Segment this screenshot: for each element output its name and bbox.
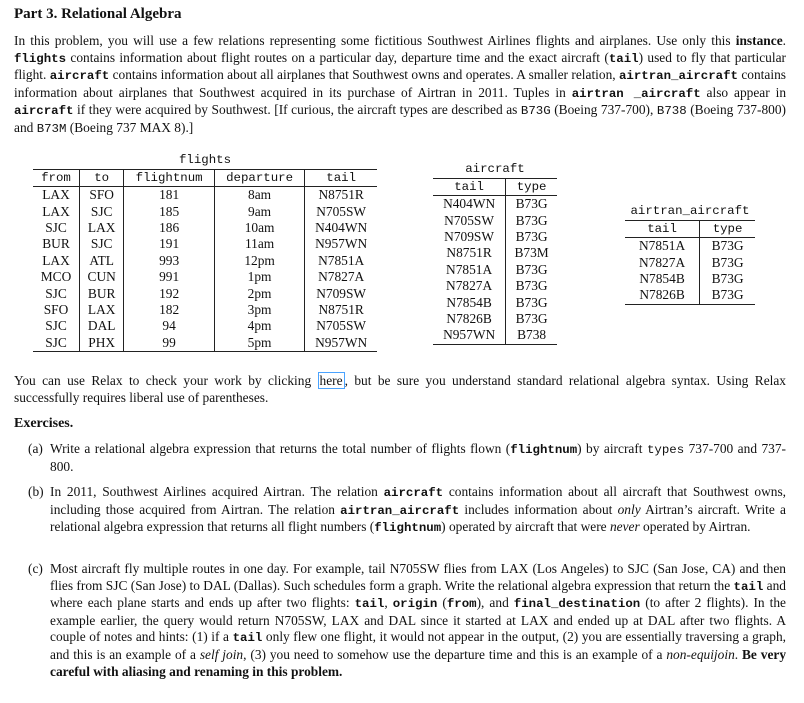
table-cell: SJC <box>79 236 123 252</box>
column-header: flightnum <box>124 169 214 186</box>
table-row <box>33 236 377 252</box>
table-cell: B73G <box>515 261 548 277</box>
table-cell: B73G <box>515 294 548 310</box>
code-aircraft: aircraft <box>14 104 74 119</box>
table-cell: 5pm <box>214 335 304 352</box>
aircraft-table <box>433 178 557 345</box>
table-row <box>33 203 377 219</box>
intro-text: contains information about flight routes on a particular day, departure time and the exact aircraft ( <box>66 49 609 65</box>
table-cell: LAX <box>79 302 123 318</box>
table-row <box>433 212 557 228</box>
table-cell: SFO <box>79 186 123 203</box>
table-row <box>433 245 557 261</box>
airtran-table-wrap <box>625 203 755 305</box>
code-flights: flights <box>14 51 67 66</box>
relax-paragraph <box>14 373 786 406</box>
code-airtran-aircraft: airtran_aircraft <box>619 69 738 84</box>
airtran-table <box>625 220 755 305</box>
table-row <box>33 335 377 352</box>
table-cell: SJC <box>33 285 79 301</box>
exercise-text: , <box>384 595 393 611</box>
table-cell: B738 <box>517 327 547 343</box>
table-row <box>433 294 557 310</box>
exercises-heading: Exercises. <box>14 416 74 431</box>
table-cell: N957WN <box>315 236 368 252</box>
intro-text: contains information about all airplanes that Southwest owns and operates. A smaller relation, <box>109 67 619 83</box>
exercise-c <box>28 561 786 680</box>
table-cell: MCO <box>33 269 79 285</box>
table-cell: B73G <box>711 238 744 254</box>
table-cell: 3pm <box>214 302 304 318</box>
table-cell: 182 <box>124 302 214 318</box>
table-cell: 185 <box>124 203 214 219</box>
table-cell: B73G <box>515 196 548 212</box>
table-row <box>433 195 557 212</box>
exercise-label: (a) <box>28 441 43 456</box>
aircraft-body <box>433 195 557 344</box>
relax-text: , but be sure you understand standard relational algebra syntax. Using Relax successfully requires liberal use of parentheses. <box>14 373 786 405</box>
column-header: tail <box>625 220 700 237</box>
code-final-destination: final_destination <box>513 597 641 612</box>
table-cell: N7851A <box>433 262 506 278</box>
code-b738: B738 <box>656 104 687 119</box>
code-airtran-aircraft: airtran_aircraft <box>340 503 460 518</box>
exercise-text: contains information about all aircraft that Southwest owns, including those acquired from Airtran. The relation <box>50 484 786 517</box>
exercise-text: , (3) you need to somehow use the departure time and this is an example of a <box>243 646 667 662</box>
table-cell: BUR <box>33 236 79 252</box>
exercise-text: . <box>734 646 742 662</box>
flights-table-wrap <box>33 152 377 352</box>
table-cell: N8751R <box>433 245 506 261</box>
exercise-text: and where each plane starts and ends up after two flights: <box>50 577 786 611</box>
table-row <box>433 229 557 245</box>
exercise-body <box>50 441 786 475</box>
table-cell: N705SW <box>316 318 367 334</box>
bold-warning: Be very careful with aliasing and renaming in this problem. <box>50 646 787 679</box>
intro-text: In this problem, you will use a few relations representing some fictitious Southwest Airlines flights and airplanes. Use only this <box>14 33 736 48</box>
table-cell: N709SW <box>316 285 367 301</box>
table-cell: 99 <box>124 335 214 352</box>
table-cell: N7854B <box>433 294 506 310</box>
table-cell: N957WN <box>315 334 368 350</box>
table-cell: B73G <box>515 212 548 228</box>
exercise-body <box>50 484 786 537</box>
exercise-text: only flew one flight, it would not appear in the output, (2) you are essentially traversing a graph, and this is an example of a <box>50 629 787 662</box>
table-row <box>433 311 557 327</box>
table-cell: N7827A <box>625 254 700 270</box>
table-cell: N404WN <box>315 219 368 235</box>
code-from: from <box>446 597 477 612</box>
exercise-text: 737-700 and 737-800. <box>50 441 786 474</box>
table-cell: SJC <box>33 335 79 352</box>
intro-text: (Boeing 737-700), <box>550 102 657 118</box>
column-header: to <box>79 169 123 186</box>
column-header: from <box>33 169 79 186</box>
table-cell: N8751R <box>318 301 364 317</box>
table-cell: SFO <box>33 302 79 318</box>
table-cell: 181 <box>124 186 214 203</box>
code-aircraft: aircraft <box>383 486 444 500</box>
table-cell: B73G <box>515 278 548 294</box>
code-origin: origin <box>392 597 438 612</box>
table-row <box>33 220 377 236</box>
table-cell: N7826B <box>433 311 506 327</box>
table-cell: N709SW <box>433 229 506 245</box>
exercise-a <box>28 441 786 475</box>
table-row <box>433 278 557 294</box>
exercise-body <box>50 561 786 680</box>
table-cell: 10am <box>214 220 304 236</box>
intro-text: (Boeing 737-800) and <box>14 102 786 135</box>
table-cell: 12pm <box>214 253 304 269</box>
table-cell: 191 <box>124 236 214 252</box>
code-flightnum: flightnum <box>374 521 442 536</box>
code-tail: tail <box>354 597 385 612</box>
table-cell: SJC <box>79 203 123 219</box>
relax-text: You can use Relax to check your work by clicking <box>14 373 318 388</box>
code-tail: tail <box>232 631 263 646</box>
table-cell: BUR <box>79 285 123 301</box>
table-row <box>433 327 557 344</box>
table-cell: B73G <box>711 254 744 270</box>
table-cell: 2pm <box>214 285 304 301</box>
table-cell: LAX <box>33 253 79 269</box>
column-header: type <box>712 221 743 236</box>
intro-text: . <box>782 33 786 48</box>
table-row <box>33 285 377 301</box>
column-header: type <box>516 179 547 194</box>
table-cell: N404WN <box>433 195 506 212</box>
code-b73m: B73M <box>36 121 67 136</box>
exercise-text: ) by aircraft <box>577 441 647 456</box>
flights-caption: flights <box>178 153 232 167</box>
exercise-text: ), and <box>476 595 514 611</box>
table-cell: 993 <box>124 253 214 269</box>
exercise-text: operated by Airtran. <box>639 519 751 535</box>
table-cell: N7827A <box>433 278 506 294</box>
column-header: tail <box>326 170 357 185</box>
emphasis-only: only <box>617 501 641 517</box>
table-cell: N7851A <box>625 237 700 254</box>
table-cell: 94 <box>124 318 214 334</box>
exercise-text: ) operated by aircraft that were <box>441 519 610 535</box>
airtran-body <box>625 237 755 304</box>
intro-text: also appear in <box>700 84 787 100</box>
table-cell: N8751R <box>318 187 364 203</box>
table-cell: DAL <box>79 318 123 334</box>
intro-text: (Boeing 737 MAX 8).] <box>66 119 194 135</box>
airtran-caption: airtran_aircraft <box>630 204 750 218</box>
table-row <box>33 269 377 285</box>
table-cell: 991 <box>124 269 214 285</box>
table-cell: 8am <box>214 186 304 203</box>
table-row <box>33 186 377 203</box>
exercise-b <box>28 484 786 537</box>
exercise-text: (to after 2 flights). In the example earlier, the query would return N705SW, LAX and DAL since it started at LAX and ended up at DAL after two flights. A couple of notes and hints: (1) if a <box>50 595 786 645</box>
table-cell: N7854B <box>625 271 700 287</box>
table-cell: 1pm <box>214 269 304 285</box>
table-cell: CUN <box>79 269 123 285</box>
table-cell: B73M <box>514 245 549 261</box>
aircraft-table-wrap <box>433 161 557 345</box>
table-cell: N705SW <box>433 212 506 228</box>
intro-text: contains information about airplanes that Southwest acquired in its purchase of Airtran in 2011. Tuples in <box>14 67 786 100</box>
table-row <box>33 318 377 334</box>
code-airtran-aircraft: airtran _aircraft <box>571 86 701 101</box>
flights-body <box>33 186 377 351</box>
code-flightnum: flightnum <box>510 443 578 457</box>
relax-link[interactable]: here <box>319 373 343 388</box>
table-cell: 192 <box>124 285 214 301</box>
table-cell: B73G <box>515 228 548 244</box>
intro-paragraph <box>14 33 786 138</box>
intro-text: if they were acquired by Southwest. [If curious, the aircraft types are described as <box>73 102 521 118</box>
column-header: tail <box>433 178 506 195</box>
emphasis-self-join: self join <box>199 646 244 662</box>
code-aircraft: aircraft <box>49 69 110 84</box>
table-cell: 4pm <box>214 318 304 334</box>
table-cell: LAX <box>33 203 79 219</box>
page-title: Part 3. Relational Algebra <box>14 6 182 22</box>
exercise-text: ( <box>437 595 447 611</box>
table-row <box>33 253 377 269</box>
code-types: types <box>646 443 685 457</box>
instance-bold: instance <box>735 33 783 48</box>
table-cell: B73G <box>515 310 548 326</box>
table-row <box>433 262 557 278</box>
exercise-text: Write a relational algebra expression that returns the total number of flights flown ( <box>50 441 511 456</box>
table-cell: 11am <box>214 236 304 252</box>
exercise-text: Most aircraft fly multiple routes in one day. For example, tail N705SW flies from LAX (Los Angeles) to SJC (San Jose, CA) and then flies from SJC (San Jose) to DAL (Dallas). Such schedules form a graph. Write the relational algebra expression that return the <box>50 561 786 593</box>
intro-text: ) used to fly that particular flight. <box>14 49 786 83</box>
exercise-label: (b) <box>28 484 44 499</box>
table-cell: N957WN <box>433 327 506 344</box>
column-header: departure <box>214 169 304 186</box>
table-row <box>625 237 755 254</box>
table-cell: SJC <box>33 318 79 334</box>
table-row <box>625 287 755 304</box>
emphasis-non-equijoin: non-equijoin <box>666 646 735 662</box>
exercise-text: Airtran’s aircraft. Write a relational algebra expression that returns all flight numbers ( <box>50 501 786 535</box>
table-cell: N7826B <box>625 287 700 304</box>
table-cell: N7827A <box>318 269 365 285</box>
table-row <box>625 271 755 287</box>
table-row <box>33 302 377 318</box>
code-tail: tail <box>608 51 639 66</box>
table-cell: B73G <box>711 287 744 303</box>
table-row <box>625 254 755 270</box>
table-cell: 186 <box>124 220 214 236</box>
aircraft-caption: aircraft <box>465 162 525 176</box>
table-cell: LAX <box>79 220 123 236</box>
table-cell: 9am <box>214 203 304 219</box>
code-tail: tail <box>733 579 764 594</box>
table-cell: N705SW <box>316 203 367 219</box>
code-b73g: B73G <box>520 104 551 119</box>
exercise-text: In 2011, Southwest Airlines acquired Airtran. The relation <box>50 484 384 499</box>
flights-table <box>33 169 377 352</box>
table-cell: B73G <box>711 270 744 286</box>
table-cell: PHX <box>79 335 123 352</box>
exercise-text: includes information about <box>459 501 618 517</box>
exercise-label: (c) <box>28 561 43 576</box>
table-cell: SJC <box>33 220 79 236</box>
table-cell: ATL <box>79 253 123 269</box>
table-cell: LAX <box>33 186 79 203</box>
emphasis-never: never <box>609 519 640 535</box>
table-cell: N7851A <box>318 252 365 268</box>
